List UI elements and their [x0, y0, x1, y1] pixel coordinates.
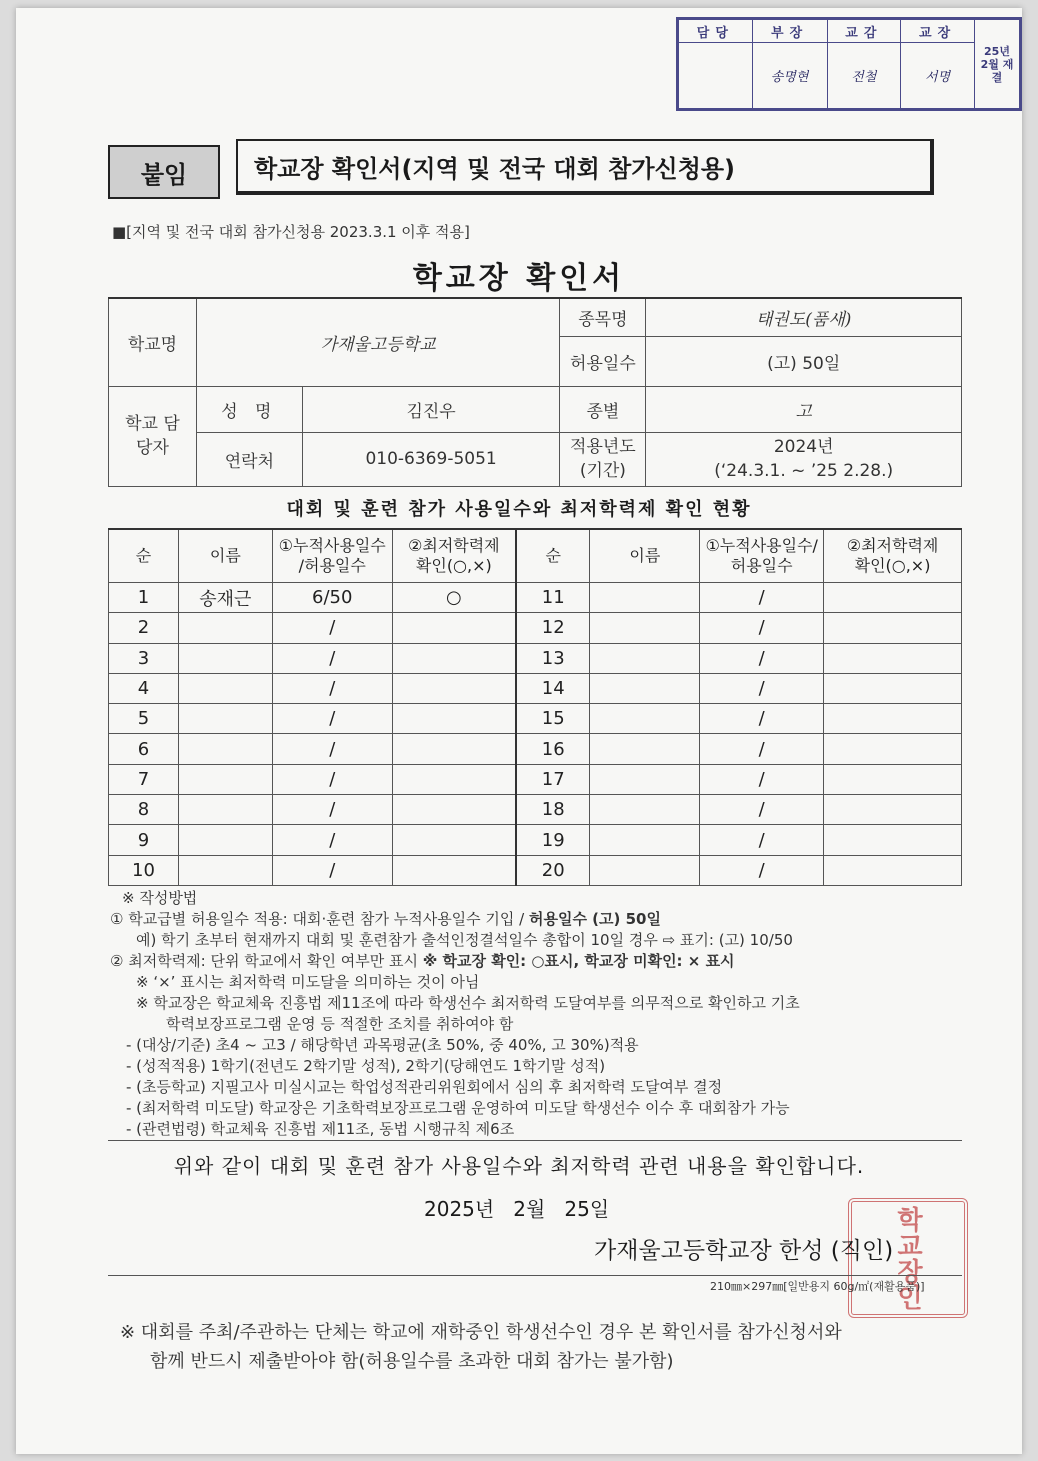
main-title: 학교장 확인서 [412, 261, 626, 296]
note-1-example: 예) 학기 초부터 현재까지 대회 및 훈련참가 출석인정결석일수 총합이 10일 경우 ⇨ 표기: (고) 10/50 [136, 931, 793, 949]
table-row [109, 795, 962, 825]
table-row [109, 583, 962, 613]
row-days: / [272, 825, 392, 855]
row-days: / [700, 795, 824, 825]
row-check [392, 764, 516, 794]
col-no-2: 순 [516, 529, 590, 583]
row-name [590, 673, 700, 703]
table-row [109, 825, 962, 855]
detail-5: - (관련법령) 학교체육 진흥법 제11조, 동법 시행규칙 제6조 [126, 1120, 515, 1138]
year-label: 적용년도 (기간) [560, 432, 646, 486]
table-row [109, 643, 962, 673]
row-name: 송재근 [178, 583, 272, 613]
category-label: 종별 [560, 386, 646, 432]
paper-spec: 210㎜×297㎜[일반용지 60g/㎡(재활용품)] [710, 1280, 925, 1293]
row-check [824, 855, 962, 885]
row-check [392, 673, 516, 703]
row-name [590, 764, 700, 794]
row-check [824, 613, 962, 643]
row-days: / [700, 673, 824, 703]
col-check-2: ②최저학력제 확인(○,×) [824, 529, 962, 583]
approval-date-stamp: 25년 2월 재결 [975, 20, 1020, 109]
row-days: / [700, 583, 824, 613]
official-seal: 학교장인 [848, 1198, 968, 1318]
allowed-days-value: (고) 50일 [646, 336, 962, 386]
row-name [590, 613, 700, 643]
row-days: / [272, 643, 392, 673]
name-label: 성 명 [196, 386, 302, 432]
row-no: 13 [516, 643, 590, 673]
row-name [178, 764, 272, 794]
row-days: / [700, 825, 824, 855]
period-value: (‘24.3.1. ~ ’25 2.28.) [714, 461, 894, 481]
note-2-x: ※ ‘×’ 표시는 최저학력 미도달을 의미하는 것이 아님 [136, 973, 480, 991]
detail-3: - (초등학교) 지필고사 미실시교는 학업성적관리위원회에서 심의 후 최저학력 도달여부 결정 [126, 1078, 723, 1096]
row-name [178, 643, 272, 673]
row-no: 2 [109, 613, 179, 643]
table-row [109, 613, 962, 643]
detail-1: - (대상/기준) 초4 ~ 고3 / 해당학년 과목평균(초 50%, 중 40%, 고 30%)적용 [126, 1036, 639, 1054]
approval-box [676, 17, 1022, 111]
approval-sign-vice: 전철 [827, 43, 901, 109]
row-name [590, 583, 700, 613]
table-row [109, 764, 962, 794]
footer-line-1: ※ 대회를 주최/주관하는 단체는 학교에 재학중인 학생선수인 경우 본 확인서를 참가신청서와 [120, 1322, 842, 1343]
row-check [392, 734, 516, 764]
col-days-2: ①누적사용일수/ 허용일수 [700, 529, 824, 583]
row-check [824, 643, 962, 673]
row-days: / [272, 673, 392, 703]
row-no: 4 [109, 673, 179, 703]
row-check [824, 704, 962, 734]
row-days: / [700, 734, 824, 764]
contact-value: 010-6369-5051 [302, 432, 560, 486]
row-no: 19 [516, 825, 590, 855]
row-no: 8 [109, 795, 179, 825]
row-days: / [272, 764, 392, 794]
row-name [178, 613, 272, 643]
row-check [392, 825, 516, 855]
event-label: 종목명 [560, 298, 646, 336]
row-name [178, 795, 272, 825]
category-value: 고 [646, 386, 962, 432]
row-name [590, 825, 700, 855]
note-2-law-1: ※ 학교장은 학교체육 진흥법 제11조에 따라 학생선수 최저학력 도달여부를 의무적으로 확인하고 기초 [136, 994, 800, 1012]
approval-sign-head: 송명현 [752, 43, 827, 109]
school-label: 학교명 [109, 298, 197, 386]
col-days: ①누적사용일수 /허용일수 [272, 529, 392, 583]
row-no: 1 [109, 583, 179, 613]
row-no: 18 [516, 795, 590, 825]
row-name [590, 734, 700, 764]
col-name: 이름 [178, 529, 272, 583]
row-no: 3 [109, 643, 179, 673]
row-days: / [700, 855, 824, 885]
row-no: 11 [516, 583, 590, 613]
footer-line-2: 함께 반드시 제출받아야 함(허용일수를 초과한 대회 참가는 불가함) [150, 1351, 674, 1372]
row-days: / [272, 613, 392, 643]
row-check [824, 764, 962, 794]
roster-body [109, 583, 962, 886]
row-name [178, 704, 272, 734]
row-no: 9 [109, 825, 179, 855]
notes-heading: ※ 작성방법 [122, 889, 198, 907]
school-value: 가재울고등학교 [196, 298, 559, 386]
detail-4: - (최저학력 미도달) 학교장은 기초학력보장프로그램 운영하여 미도달 학생선수 이수 후 대회참가 가능 [126, 1099, 790, 1117]
row-days: / [272, 704, 392, 734]
row-check [392, 643, 516, 673]
row-no: 7 [109, 764, 179, 794]
status-title: 대회 및 훈련 참가 사용일수와 최저학력제 확인 현황 [286, 499, 752, 520]
signer: 가재울고등학교장 한성 (직인) [594, 1238, 894, 1264]
footer-note [120, 1318, 960, 1376]
roster-table [108, 528, 962, 886]
row-days: / [700, 704, 824, 734]
approval-header-head: 부장 [752, 20, 827, 43]
notes [110, 888, 970, 1140]
approval-header-principal: 교장 [901, 20, 975, 43]
event-value: 태권도(품새) [646, 298, 962, 336]
row-check [824, 734, 962, 764]
row-name [590, 855, 700, 885]
confirm-text: 위와 같이 대회 및 훈련 참가 사용일수와 최저학력 관련 내용을 확인합니다. [173, 1154, 865, 1178]
row-no: 15 [516, 704, 590, 734]
row-check [824, 673, 962, 703]
row-name [590, 643, 700, 673]
row-days: / [700, 764, 824, 794]
row-no: 12 [516, 613, 590, 643]
row-days: / [272, 734, 392, 764]
approval-header-vice: 교감 [827, 20, 901, 43]
row-days: / [272, 795, 392, 825]
col-name-2: 이름 [590, 529, 700, 583]
name-value: 김진우 [302, 386, 560, 432]
divider-bottom [108, 1275, 962, 1276]
issue-date: 2025년 2월 25일 [424, 1197, 610, 1221]
row-no: 17 [516, 764, 590, 794]
table-row [109, 855, 962, 885]
row-check [824, 825, 962, 855]
note-2-law-2: 학력보장프로그램 운영 등 적절한 조치를 취하여야 함 [166, 1015, 514, 1033]
row-no: 14 [516, 673, 590, 703]
row-no: 10 [109, 855, 179, 885]
table-row [109, 734, 962, 764]
row-check [392, 855, 516, 885]
row-days: / [700, 643, 824, 673]
contact-label: 연락처 [196, 432, 302, 486]
manager-label: 학교 담당자 [109, 386, 197, 486]
row-check [392, 613, 516, 643]
row-no: 6 [109, 734, 179, 764]
year-cell [646, 432, 962, 486]
table-row [109, 704, 962, 734]
table-row [109, 673, 962, 703]
detail-2: - (성적적용) 1학기(전년도 2학기말 성적), 2학기(당해연도 1학기말 성적) [126, 1057, 606, 1075]
row-check [392, 795, 516, 825]
attachment-label: 붙임 [108, 145, 220, 199]
row-check [392, 704, 516, 734]
row-name [178, 734, 272, 764]
row-check [824, 583, 962, 613]
document-title: 학교장 확인서(지역 및 전국 대회 참가신청용) [236, 139, 934, 195]
allowed-days-label: 허용일수 [560, 336, 646, 386]
note-1: ① 학교급별 허용일수 적용: 대회·훈련 참가 누적사용일수 기입 / 허용일수 (고) 50일 [110, 910, 661, 928]
row-no: 5 [109, 704, 179, 734]
row-name [590, 704, 700, 734]
row-days: 6/50 [272, 583, 392, 613]
apply-note: ■[지역 및 전국 대회 참가신청용 2023.3.1 이후 적용] [112, 223, 470, 241]
row-name [590, 795, 700, 825]
row-name [178, 673, 272, 703]
approval-sign-principal: 서명 [901, 43, 975, 109]
approval-sign-staff [679, 43, 753, 109]
note-2: ② 최저학력제: 단위 학교에서 확인 여부만 표시 ※ 학교장 확인: ○표시, 학교장 미확인: × 표시 [110, 952, 735, 970]
row-check [824, 795, 962, 825]
col-no: 순 [109, 529, 179, 583]
row-check: ○ [392, 583, 516, 613]
info-table [108, 297, 962, 487]
row-name [178, 855, 272, 885]
row-no: 16 [516, 734, 590, 764]
row-name [178, 825, 272, 855]
divider-top [108, 1140, 962, 1141]
row-no: 20 [516, 855, 590, 885]
row-days: / [700, 613, 824, 643]
row-days: / [272, 855, 392, 885]
approval-header-staff: 담당 [679, 20, 753, 43]
col-check: ②최저학력제 확인(○,×) [392, 529, 516, 583]
year-value: 2024년 [773, 437, 834, 457]
